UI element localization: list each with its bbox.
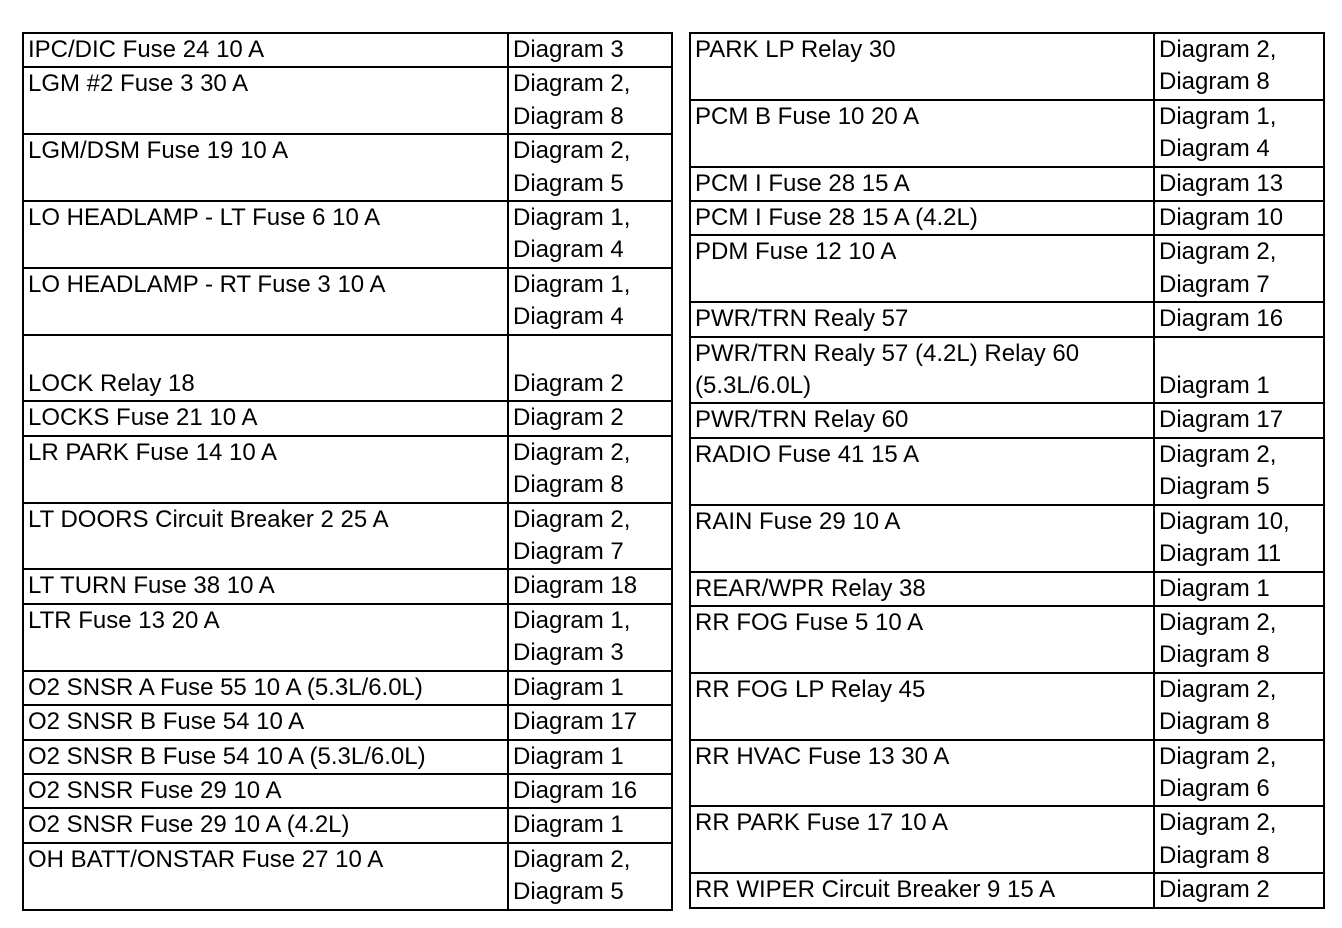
table-row [690, 606, 1324, 673]
circuit-item-cell [690, 873, 1154, 907]
table-row [23, 201, 672, 268]
circuit-item-cell [23, 740, 508, 774]
diagram-ref-cell [508, 268, 672, 335]
circuit-item-text: PARK LP Relay 30 [695, 36, 896, 63]
table-row [23, 705, 672, 739]
diagram-ref-cell [1154, 505, 1324, 572]
circuit-item-cell [690, 167, 1154, 201]
circuit-item-text: PWR/TRN Realy 57 (4.2L) Relay 60 [695, 339, 1080, 367]
diagram-ref-text: Diagram 7 [513, 538, 624, 566]
diagram-ref-cell [508, 335, 672, 402]
diagram-ref-text: Diagram 17 [513, 708, 638, 736]
circuit-item-text: PCM I Fuse 28 15 A (4.2L) [695, 204, 978, 232]
table-row [23, 401, 672, 435]
diagram-ref-text: Diagram 10, [1159, 507, 1290, 535]
circuit-item-cell [23, 401, 508, 435]
diagram-ref-text: Diagram 1, [513, 606, 631, 634]
diagram-ref-text: Diagram 1, [1159, 102, 1277, 130]
circuit-item-cell [23, 569, 508, 603]
table-row [23, 808, 672, 842]
diagram-ref-text: Diagram 2, [513, 137, 631, 165]
diagram-ref-text: Diagram 3 [513, 36, 624, 63]
circuit-item-cell [690, 806, 1154, 873]
diagram-ref-text: Diagram 1, [513, 270, 631, 298]
diagram-ref-cell [1154, 873, 1324, 907]
circuit-item-text: RR FOG Fuse 5 10 A [695, 608, 924, 636]
circuit-item-text: RR HVAC Fuse 13 30 A [695, 742, 950, 770]
circuit-item-cell [690, 403, 1154, 437]
circuit-item-cell [690, 337, 1154, 404]
diagram-ref-text: Diagram 17 [1159, 406, 1284, 434]
left-fuse-table [22, 32, 673, 911]
diagram-ref-cell [508, 705, 672, 739]
diagram-ref-text: Diagram 4 [513, 236, 624, 264]
diagram-ref-text: Diagram 2, [513, 438, 631, 466]
diagram-ref-text: Diagram 8 [1159, 68, 1270, 96]
circuit-item-cell [23, 671, 508, 705]
diagram-ref-text: Diagram 1 [513, 673, 624, 701]
table-row [690, 337, 1324, 404]
left-table-body [23, 33, 672, 910]
circuit-item-text: (5.3L/6.0L) [695, 372, 812, 400]
diagram-ref-text: Diagram 2, [513, 845, 631, 873]
diagram-ref-cell [1154, 673, 1324, 740]
table-row [690, 740, 1324, 807]
circuit-item-text: PCM B Fuse 10 20 A [695, 102, 920, 130]
diagram-ref-text: Diagram 1 [1159, 574, 1270, 602]
circuit-item-text: LTR Fuse 13 20 A [28, 606, 220, 634]
circuit-item-cell [690, 235, 1154, 302]
circuit-item-text: PWR/TRN Relay 60 [695, 406, 909, 434]
table-row [23, 33, 672, 67]
table-row [690, 302, 1324, 336]
diagram-ref-text: Diagram 1 [1159, 372, 1270, 400]
diagram-ref-cell [1154, 302, 1324, 336]
table-row [23, 604, 672, 671]
diagram-ref-text: Diagram 8 [513, 102, 624, 130]
diagram-ref-text: Diagram 2, [513, 505, 631, 533]
diagram-ref-cell [508, 67, 672, 134]
circuit-item-text: LOCKS Fuse 21 10 A [28, 404, 258, 432]
circuit-item-cell [690, 673, 1154, 740]
circuit-item-text: RR WIPER Circuit Breaker 9 15 A [695, 876, 1056, 904]
diagram-ref-text: Diagram 2, [1159, 675, 1277, 703]
diagram-ref-cell [508, 33, 672, 67]
diagram-ref-text: Diagram 2, [1159, 36, 1277, 63]
table-row [23, 740, 672, 774]
circuit-item-text: LO HEADLAMP - RT Fuse 3 10 A [28, 270, 386, 298]
diagram-ref-cell [1154, 740, 1324, 807]
circuit-item-cell [690, 740, 1154, 807]
circuit-item-text: O2 SNSR Fuse 29 10 A (4.2L) [28, 811, 350, 839]
diagram-ref-text: Diagram 5 [513, 169, 624, 197]
diagram-ref-text: Diagram 1, [513, 204, 631, 232]
circuit-item-text: REAR/WPR Relay 38 [695, 574, 926, 602]
circuit-item-text: LGM/DSM Fuse 19 10 A [28, 137, 289, 165]
table-row [23, 335, 672, 402]
diagram-ref-cell [508, 808, 672, 842]
diagram-ref-text: Diagram 16 [1159, 305, 1284, 333]
diagram-ref-text: Diagram 8 [1159, 841, 1270, 869]
diagram-ref-text: Diagram 2 [513, 370, 624, 398]
table-row [690, 673, 1324, 740]
diagram-ref-cell [508, 436, 672, 503]
circuit-item-cell [23, 808, 508, 842]
circuit-item-text: RADIO Fuse 41 15 A [695, 440, 920, 468]
right-table-body [690, 33, 1324, 908]
diagram-ref-cell [508, 201, 672, 268]
table-row [23, 569, 672, 603]
circuit-item-text: IPC/DIC Fuse 24 10 A [28, 36, 265, 63]
circuit-item-text: O2 SNSR A Fuse 55 10 A (5.3L/6.0L) [28, 673, 423, 701]
diagram-ref-text: Diagram 7 [1159, 270, 1270, 298]
circuit-item-text: LR PARK Fuse 14 10 A [28, 438, 278, 466]
circuit-item-cell [690, 100, 1154, 167]
circuit-item-cell [23, 33, 508, 67]
circuit-item-cell [23, 201, 508, 268]
circuit-item-cell [690, 302, 1154, 336]
table-row [690, 873, 1324, 907]
diagram-ref-cell [508, 604, 672, 671]
diagram-ref-text: Diagram 6 [1159, 774, 1270, 802]
diagram-ref-text: Diagram 8 [1159, 641, 1270, 669]
table-row [23, 67, 672, 134]
diagram-ref-cell [1154, 806, 1324, 873]
diagram-ref-text: Diagram 4 [1159, 135, 1270, 163]
table-row [23, 671, 672, 705]
diagram-ref-text: Diagram 11 [1159, 540, 1282, 568]
table-row [23, 436, 672, 503]
diagram-ref-cell [508, 569, 672, 603]
right-fuse-table [689, 32, 1325, 909]
circuit-item-text: LO HEADLAMP - LT Fuse 6 10 A [28, 204, 381, 232]
diagram-ref-cell [508, 134, 672, 201]
circuit-item-text: O2 SNSR B Fuse 54 10 A (5.3L/6.0L) [28, 742, 426, 770]
diagram-ref-text: Diagram 2, [1159, 809, 1277, 837]
circuit-item-cell [690, 438, 1154, 505]
table-row [23, 503, 672, 570]
circuit-item-cell [23, 503, 508, 570]
diagram-ref-cell [1154, 167, 1324, 201]
diagram-ref-cell [508, 671, 672, 705]
diagram-ref-text: Diagram 3 [513, 639, 624, 667]
diagram-ref-cell [1154, 235, 1324, 302]
diagram-ref-cell [508, 740, 672, 774]
diagram-ref-cell [1154, 403, 1324, 437]
diagram-ref-cell [508, 503, 672, 570]
circuit-item-text: RAIN Fuse 29 10 A [695, 507, 901, 535]
circuit-item-cell [23, 268, 508, 335]
circuit-item-cell [23, 604, 508, 671]
circuit-item-text: O2 SNSR B Fuse 54 10 A [28, 708, 305, 736]
table-row [690, 806, 1324, 873]
circuit-item-text: LOCK Relay 18 [28, 370, 195, 398]
circuit-item-text: PCM I Fuse 28 15 A [695, 169, 910, 197]
table-row [690, 201, 1324, 235]
diagram-ref-text: Diagram 1 [513, 811, 624, 839]
circuit-item-cell [690, 201, 1154, 235]
diagram-ref-cell [1154, 33, 1324, 100]
diagram-ref-cell [1154, 100, 1324, 167]
circuit-item-cell [690, 572, 1154, 606]
circuit-item-cell [23, 436, 508, 503]
table-row [23, 843, 672, 910]
table-row [690, 403, 1324, 437]
circuit-item-text: RR PARK Fuse 17 10 A [695, 809, 949, 837]
diagram-ref-cell [508, 401, 672, 435]
diagram-ref-text: Diagram 5 [1159, 473, 1270, 501]
circuit-item-text: OH BATT/ONSTAR Fuse 27 10 A [28, 845, 384, 873]
diagram-ref-text: Diagram 8 [1159, 708, 1270, 736]
diagram-ref-text: Diagram 2, [1159, 608, 1277, 636]
circuit-item-cell [690, 606, 1154, 673]
diagram-ref-text: Diagram 10 [1159, 204, 1284, 232]
diagram-ref-text: Diagram 2 [513, 404, 624, 432]
circuit-item-text: LT TURN Fuse 38 10 A [28, 572, 275, 600]
table-row [690, 100, 1324, 167]
diagram-ref-text: Diagram 4 [513, 303, 624, 331]
diagram-ref-text: Diagram 2, [513, 70, 631, 98]
diagram-ref-text: Diagram 2, [1159, 440, 1277, 468]
circuit-item-cell [23, 67, 508, 134]
circuit-item-cell [690, 33, 1154, 100]
diagram-ref-cell [1154, 438, 1324, 505]
diagram-ref-text: Diagram 2, [1159, 742, 1277, 770]
table-row [690, 33, 1324, 100]
circuit-item-cell [23, 774, 508, 808]
diagram-ref-cell [508, 774, 672, 808]
circuit-item-cell [23, 335, 508, 402]
diagram-ref-cell [1154, 201, 1324, 235]
circuit-item-text: O2 SNSR Fuse 29 10 A [28, 776, 282, 804]
diagram-ref-text: Diagram 16 [513, 776, 638, 804]
table-row [23, 134, 672, 201]
table-row [690, 505, 1324, 572]
circuit-item-text: LT DOORS Circuit Breaker 2 25 A [28, 505, 389, 533]
circuit-item-text: PWR/TRN Realy 57 [695, 305, 909, 333]
table-row [23, 774, 672, 808]
circuit-item-text: PDM Fuse 12 10 A [695, 238, 897, 266]
diagram-ref-text: Diagram 2, [1159, 238, 1277, 266]
circuit-item-cell [23, 134, 508, 201]
table-row [690, 167, 1324, 201]
diagram-ref-text: Diagram 1 [513, 742, 624, 770]
diagram-ref-text: Diagram 5 [513, 878, 624, 906]
diagram-ref-cell [1154, 337, 1324, 404]
circuit-item-cell [23, 843, 508, 910]
diagram-ref-text: Diagram 2 [1159, 876, 1270, 904]
circuit-item-cell [690, 505, 1154, 572]
circuit-item-text: RR FOG LP Relay 45 [695, 675, 926, 703]
table-row [690, 572, 1324, 606]
diagram-ref-text: Diagram 13 [1159, 169, 1284, 197]
table-row [690, 438, 1324, 505]
table-row [23, 268, 672, 335]
table-row [690, 235, 1324, 302]
diagram-ref-cell [508, 843, 672, 910]
diagram-ref-cell [1154, 606, 1324, 673]
diagram-ref-cell [1154, 572, 1324, 606]
diagram-ref-text: Diagram 8 [513, 471, 624, 499]
diagram-ref-text: Diagram 18 [513, 572, 638, 600]
circuit-item-text: LGM #2 Fuse 3 30 A [28, 70, 249, 98]
circuit-item-cell [23, 705, 508, 739]
